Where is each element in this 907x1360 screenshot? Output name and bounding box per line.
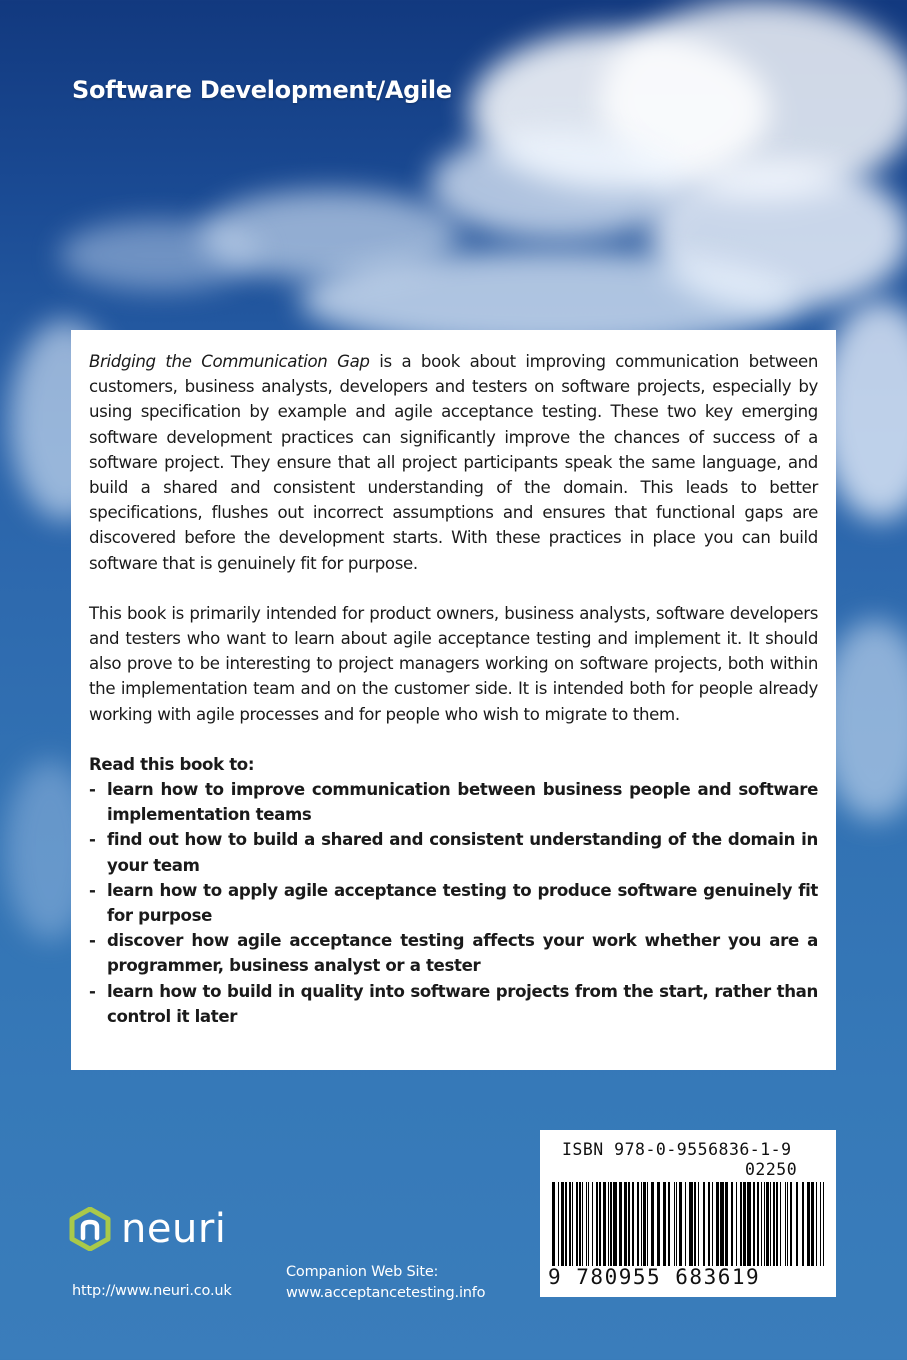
description-paragraph-2: This book is primarily intended for product owners, business analysts, software developers and testers who want to learn about agile acceptance testing and implement it. It should also prove to be interesting to project managers working on software projects, both within the implementation team and on the customer side. It is intended both for people already working with agile processes and for people who wish to migrate to them. bbox=[89, 603, 818, 724]
description-panel bbox=[71, 330, 836, 1070]
companion-label: Companion Web Site: bbox=[286, 1264, 439, 1280]
book-title: Bridging the Communication Gap bbox=[89, 352, 370, 371]
barcode-main bbox=[552, 1182, 742, 1266]
publisher-logo bbox=[68, 1207, 226, 1251]
price-code: 02250 bbox=[745, 1160, 798, 1179]
companion-site bbox=[286, 1262, 485, 1304]
list-item: - learn how to build in quality into software projects from the start, rather than control it later bbox=[89, 979, 818, 1029]
companion-url-link[interactable]: www.acceptancetesting.info bbox=[286, 1285, 486, 1301]
barcode-addon bbox=[740, 1182, 826, 1266]
description-paragraph-1 bbox=[89, 349, 818, 576]
isbn-barcode-box bbox=[540, 1130, 836, 1297]
read-heading: Read this book to: bbox=[89, 754, 255, 774]
list-item: - find out how to build a shared and consistent understanding of the domain in your team bbox=[89, 827, 818, 877]
list-item: - discover how agile acceptance testing affects your work whether you are a programmer, business analyst or a tester bbox=[89, 928, 818, 978]
description-paragraph-1-text: is a book about improving communication between customers, business analysts, developers and testers on software projects, especially by using specification by example and agile acceptance testing. These two key emerging software development practices can significantly improve the chances of success of a software project. They ensure that all project participants speak the same language, and build a shared and consistent understanding of the domain. This leads to better specifications, flushes out incorrect assumptions and ensures that functional gaps are discovered before the development starts. With these practices in place you can build software that is genuinely fit for purpose. bbox=[89, 352, 818, 573]
list-item: - learn how to improve communication between business people and software implementation teams bbox=[89, 777, 818, 827]
benefits-list bbox=[89, 777, 818, 1029]
list-item: - learn how to apply agile acceptance testing to produce software genuinely fit for purpose bbox=[89, 878, 818, 928]
publisher-website-link[interactable]: http://www.neuri.co.uk bbox=[72, 1283, 232, 1299]
ean-digits: 9 780955 683619 bbox=[548, 1265, 761, 1289]
category-label: Software Development/Agile bbox=[72, 76, 452, 104]
logo-wordmark: neuri bbox=[121, 1206, 227, 1252]
isbn-number: ISBN 978-0-9556836-1-9 bbox=[562, 1140, 792, 1159]
neuri-logo-icon bbox=[68, 1207, 112, 1251]
